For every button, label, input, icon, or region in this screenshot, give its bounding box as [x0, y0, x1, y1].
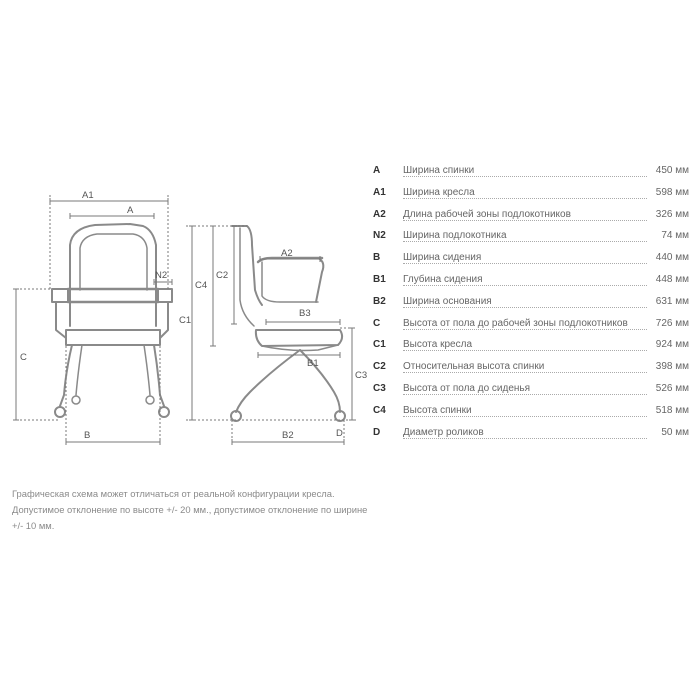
dotted-leader [403, 416, 647, 417]
dotted-leader [403, 241, 647, 242]
side-back-leg [300, 350, 340, 412]
disclaimer-line-1: Графическая схема может отличаться от реальной конфигурации кресла. [12, 488, 335, 499]
spec-label: Диаметр роликов [403, 427, 487, 438]
label-C3: C3 [355, 370, 368, 381]
spec-row [373, 206, 689, 228]
spec-row [373, 336, 689, 358]
spec-code: C1 [373, 339, 386, 351]
dotted-leader [403, 220, 647, 221]
spec-code: A2 [373, 208, 386, 220]
spec-code: C3 [373, 382, 386, 394]
dotted-leader [403, 263, 647, 264]
label-C2: C2 [216, 270, 229, 281]
dotted-leader [403, 176, 647, 177]
spec-label: Высота кресла [403, 339, 475, 350]
label-A2: A2 [281, 248, 293, 259]
spec-code: N2 [373, 230, 386, 242]
spec-label: Ширина сидения [403, 252, 484, 263]
disclaimer-line-2: Допустимое отклонение по высоте +/- 20 мм., допустимое отклонение по ширине +/- 10 мм. [12, 504, 368, 531]
spec-value: 74 мм [658, 230, 689, 241]
front-left-caster [55, 407, 65, 417]
spec-label: Ширина спинки [403, 165, 477, 176]
spec-label: Глубина сидения [403, 274, 485, 285]
spec-label: Ширина кресла [403, 187, 478, 198]
label-B3: B3 [299, 308, 311, 319]
spec-value: 518 мм [653, 405, 689, 416]
spec-label: Высота спинки [403, 405, 475, 416]
label-A1: A1 [82, 190, 94, 201]
spec-row [373, 271, 689, 293]
spec-row [373, 424, 689, 446]
front-left-armrest [52, 289, 68, 302]
spec-value: 50 мм [658, 427, 689, 438]
spec-value: 598 мм [653, 187, 689, 198]
spec-value: 526 мм [653, 383, 689, 394]
spec-row [373, 162, 689, 184]
spec-row [373, 227, 689, 249]
dotted-leader [403, 350, 647, 351]
front-right-armrest [158, 289, 172, 302]
label-B1: B1 [307, 358, 319, 369]
dotted-leader [403, 307, 647, 308]
dotted-leader [403, 198, 647, 199]
spec-value: 726 мм [653, 318, 689, 329]
spec-label: Высота от пола до сиденья [403, 383, 533, 394]
dotted-leader [403, 329, 647, 330]
side-front-leg [236, 350, 300, 412]
spec-row [373, 293, 689, 315]
dotted-leader [403, 394, 647, 395]
dimensions-table [373, 162, 689, 445]
spec-code: C4 [373, 404, 386, 416]
label-N2: N2 [155, 270, 168, 281]
disclaimer-note [12, 486, 372, 534]
spec-code: C2 [373, 361, 386, 373]
label-B2: B2 [282, 430, 294, 441]
side-seat [256, 330, 342, 346]
label-B: B [84, 430, 91, 441]
spec-code: A [373, 165, 381, 176]
spec-label: Длина рабочей зоны подлокотников [403, 209, 574, 220]
spec-label: Ширина основания [403, 296, 495, 307]
spec-row [373, 402, 689, 424]
front-backrest-inner [80, 234, 147, 290]
spec-row [373, 184, 689, 206]
spec-value: 440 мм [653, 252, 689, 263]
spec-code: C [373, 317, 381, 329]
spec-row [373, 380, 689, 402]
label-C: C [20, 352, 27, 363]
spec-label: Ширина подлокотника [403, 230, 510, 241]
dotted-leader [403, 438, 647, 439]
side-backrest [232, 226, 262, 305]
front-right-leg [154, 345, 164, 406]
spec-code: A1 [373, 186, 386, 198]
label-A: A [127, 205, 134, 216]
label-D: D [336, 428, 343, 439]
spec-value: 924 мм [653, 339, 689, 350]
spec-label: Высота от пола до рабочей зоны подлокотников [403, 318, 631, 329]
spec-value: 631 мм [653, 296, 689, 307]
spec-value: 450 мм [653, 165, 689, 176]
spec-code: B2 [373, 295, 386, 307]
front-view-chair [52, 224, 172, 417]
spec-row [373, 358, 689, 380]
spec-label: Относительная высота спинки [403, 361, 547, 372]
spec-row [373, 249, 689, 271]
spec-value: 398 мм [653, 361, 689, 372]
spec-value: 448 мм [653, 274, 689, 285]
spec-code: B [373, 252, 381, 264]
spec-code: D [373, 426, 381, 438]
spec-value: 326 мм [653, 209, 689, 220]
spec-code: B1 [373, 273, 386, 285]
dotted-leader [403, 372, 647, 373]
dotted-leader [403, 285, 647, 286]
spec-row [373, 315, 689, 337]
front-seat [66, 330, 160, 345]
label-C1: C1 [179, 315, 192, 326]
label-C4: C4 [195, 280, 208, 291]
